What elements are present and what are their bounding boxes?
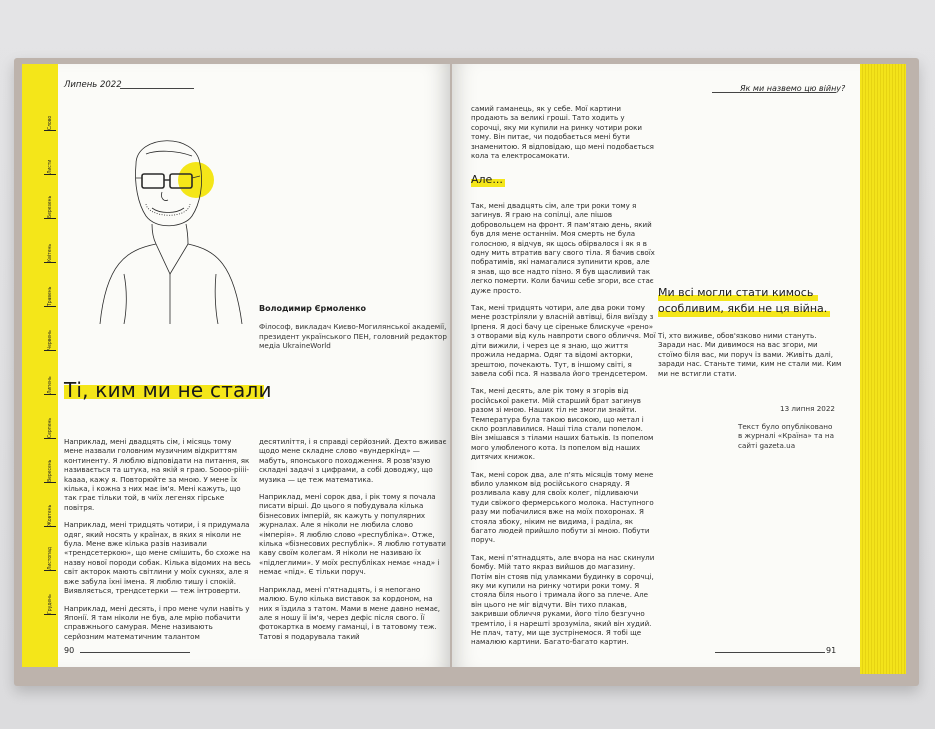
paragraph: Наприклад, мені п'ятнадцять, і я непогано малюю. Було кілька виставок за кордоном, на них я їздила з татом. Мами в мене давно немає, але я ношу її ім'я, через дефіс після свого. Її фотокартка в моєму гаманці, і в татовому теж. Татові я подарувала такий: [259, 584, 441, 641]
left-column-1: [64, 437, 251, 649]
month-tab: Березень: [44, 188, 56, 219]
publication-date: 13 липня 2022: [780, 404, 835, 413]
subheading-wrap: [471, 173, 503, 186]
month-tab: Травень: [44, 276, 56, 307]
article-title: Ті, ким ми не стали: [64, 378, 272, 402]
month-tab: Грудень: [44, 584, 56, 615]
paragraph: Наприклад, мені двадцять сім, і місяць тому мене назвали головним музичним відкриттям континенту. Я люблю відповідати на питання, як називається та штука, на якій я граю. Soooo-piiii-kaaaa, кажу я. Повторюйте за мною. У мене їх кілька, і кожна з них має ім'я. Мені кажуть, що так грає тільки той, в чиїх легенях гірське повітря.: [64, 437, 250, 512]
author-portrait-illustration: [96, 124, 244, 324]
page-number-right: 91: [826, 646, 837, 655]
running-header-left: Липень 2022: [64, 80, 122, 90]
paragraph: Так, мені тридцять чотири, але два роки тому мене розстріляли у власній автівці, біля виїзду з Ірпеня. Я досі бачу це сіреньке блискуче «рено» з отворами від куль навпроти свого обличчя. Мої діти вижили, і через це я знаю, що життя прожила недарма. Одяг та відомі акторки, зрештою, почекають. Тут, в іншому світі, я завела собі пса. Я назвала його трендсетером.: [471, 303, 656, 378]
paragraph: Так, мені десять, але рік тому я згорів від російської ракети. Мій старший брат загинув разом зі мною. Наших тіл не змогли знайти. Температура була такою високою, що метал і скло розплавилися. Наші тіла стали попелом. Він змішався з тілами наших батьків. Із попелом мого улюбленого кота. Із попелом від наших дитячих книжок.: [471, 386, 654, 462]
right-page-edges: [860, 64, 906, 674]
month-tab: Червень: [44, 320, 56, 351]
publication-note: Текст було опубліковано в журналі «Країна» та на сайті gazeta.ua: [738, 422, 835, 450]
right-column: [471, 201, 656, 655]
quote-note: Ті, хто виживе, обов'язково ними стануть. Заради нас. Ми дивимося на вас згори, ми стоїмо біля вас, ми поруч із вами. Живіть далі, заради нас. Станьте тими, ким не стали ми. Ким ми не встигли стати.: [658, 331, 842, 378]
header-rule: [120, 88, 194, 89]
left-column-2: [259, 437, 447, 649]
month-tabs: [44, 100, 58, 620]
month-tab: Листи: [44, 144, 56, 175]
author-bio: Філософ, викладач Києво-Могилянської академії, президент українського ПЕН, головний редактор медіа UkraineWorld: [259, 322, 447, 350]
subheading: Але...: [471, 173, 503, 186]
author-name: Володимир Єрмоленко: [259, 304, 367, 313]
month-tab: Слово: [44, 100, 56, 131]
paragraph: Так, мені сорок два, але п'ять місяців тому мене вбило уламком від російського снаряду. Я розливала каву для своїх колег, підливаючи туди свіжого фермерського молока. Наступного разу ми побачилися вже на моїх похоронах. Я стояла збоку, ніким не видима, і раділа, як багато людей прийшло побути зі мною. Побути поруч.: [471, 469, 654, 545]
month-tab: Квітень: [44, 232, 56, 263]
paragraph: Так, мені двадцять сім, але три роки тому я загинув. Я граю на сопілці, але пішов добровольцем на фронт. Я пам'ятаю день, який був для мене останнім. Моя смерть не була голосною, я відчув, як щось обірвалося і як я в одну мить втратив вагу свого тіла. Я бачив своїх побратимів, які намагалися зупинити кров, але я знав, що все надто пізно. Я був щасливий так легко померти. Коли бачиш себе згори, все стає дуже просто.: [471, 201, 655, 295]
running-header-right: Як ми назвемо цю війну?: [740, 84, 846, 93]
page-number-left: 90: [64, 646, 75, 655]
paragraph: Так, мені п'ятнадцять, але вчора на нас скинули бомбу. Мій тато якраз вийшов до магазину. Потім він стояв під уламками будинку в сорочці, яку ми купили на ринку чотири роки тому. Я стояла біля нього і тримала його за плече. Але він цього не міг відчути. Він тихо плакав, закривши обличчя руками, його тіло безгучно тремтіло, і я нарешті зрозуміла, який він худий. Не плач, тату, ми ще зустрінемося. Я тобі ще намалюю картини. Багато-багато картин.: [471, 552, 655, 647]
month-tab: Липень: [44, 364, 56, 395]
month-tab: Жовтень: [44, 496, 56, 527]
paragraph: десятиліття, і я справді серйозний. Дехто вживає щодо мене складне слово «вундеркінд» — мабуть, японського походження. Я розв'язую складні задачі з цифрами, а собі доводжу, що музика — це теж математика.: [259, 437, 447, 484]
month-tab: Серпень: [44, 408, 56, 439]
paragraph: самий гаманець, як у себе. Мої картини продають за великі гроші. Тато ходить у сорочці, яку ми купили на ринку чотири роки тому. Він питає, чи подобається мені бути знаменитою. Я відповідаю, що мені подобається кола та електросамокати.: [471, 104, 654, 161]
right-column-top: [471, 104, 654, 168]
footer-rule: [80, 652, 190, 653]
footer-rule: [715, 652, 825, 653]
paragraph: Наприклад, мені тридцять чотири, і я придумала одяг, який носять у країнах, в яких я ніколи не була. Мене вже кілька разів називали «трендсетеркою», що мене смішить, бо схоже на назву нової породи собак. Кілька відомих на весь світ акторок мають світлини у моїх сукнях, але я вже забула їхні імена. Я люблю тишу і спокій. Виявляється, трендсетерки — теж інтроверти.: [64, 520, 251, 596]
paragraph: Наприклад, мені десять, і про мене чули навіть у Японії. Я там ніколи не був, але мрію побачити справжнього самурая. Мене називають серйозним математичним талантом: [64, 603, 250, 641]
month-tab: Листопад: [44, 540, 56, 571]
month-tab: Вересень: [44, 452, 56, 483]
article-title-wrap: [64, 378, 272, 402]
paragraph: Наприклад, мені сорок два, і рік тому я почала писати вірші. До цього я побудувала кілька бізнесових імперій, як кажуть у популярних журналах. Але я ніколи не любила слово «імперія». Я люблю слово «республіка». Отже, кілька «бізнесових республік». Я люблю готувати каву своїм колегам. Я ніколи не називаю їх «підлеглими». У моїх республіках немає «над» і немає «під». Є тільки поруч.: [259, 492, 446, 577]
pull-quote: Ми всі могли стати кимось особливим, якби не ця війна.: [658, 286, 828, 315]
